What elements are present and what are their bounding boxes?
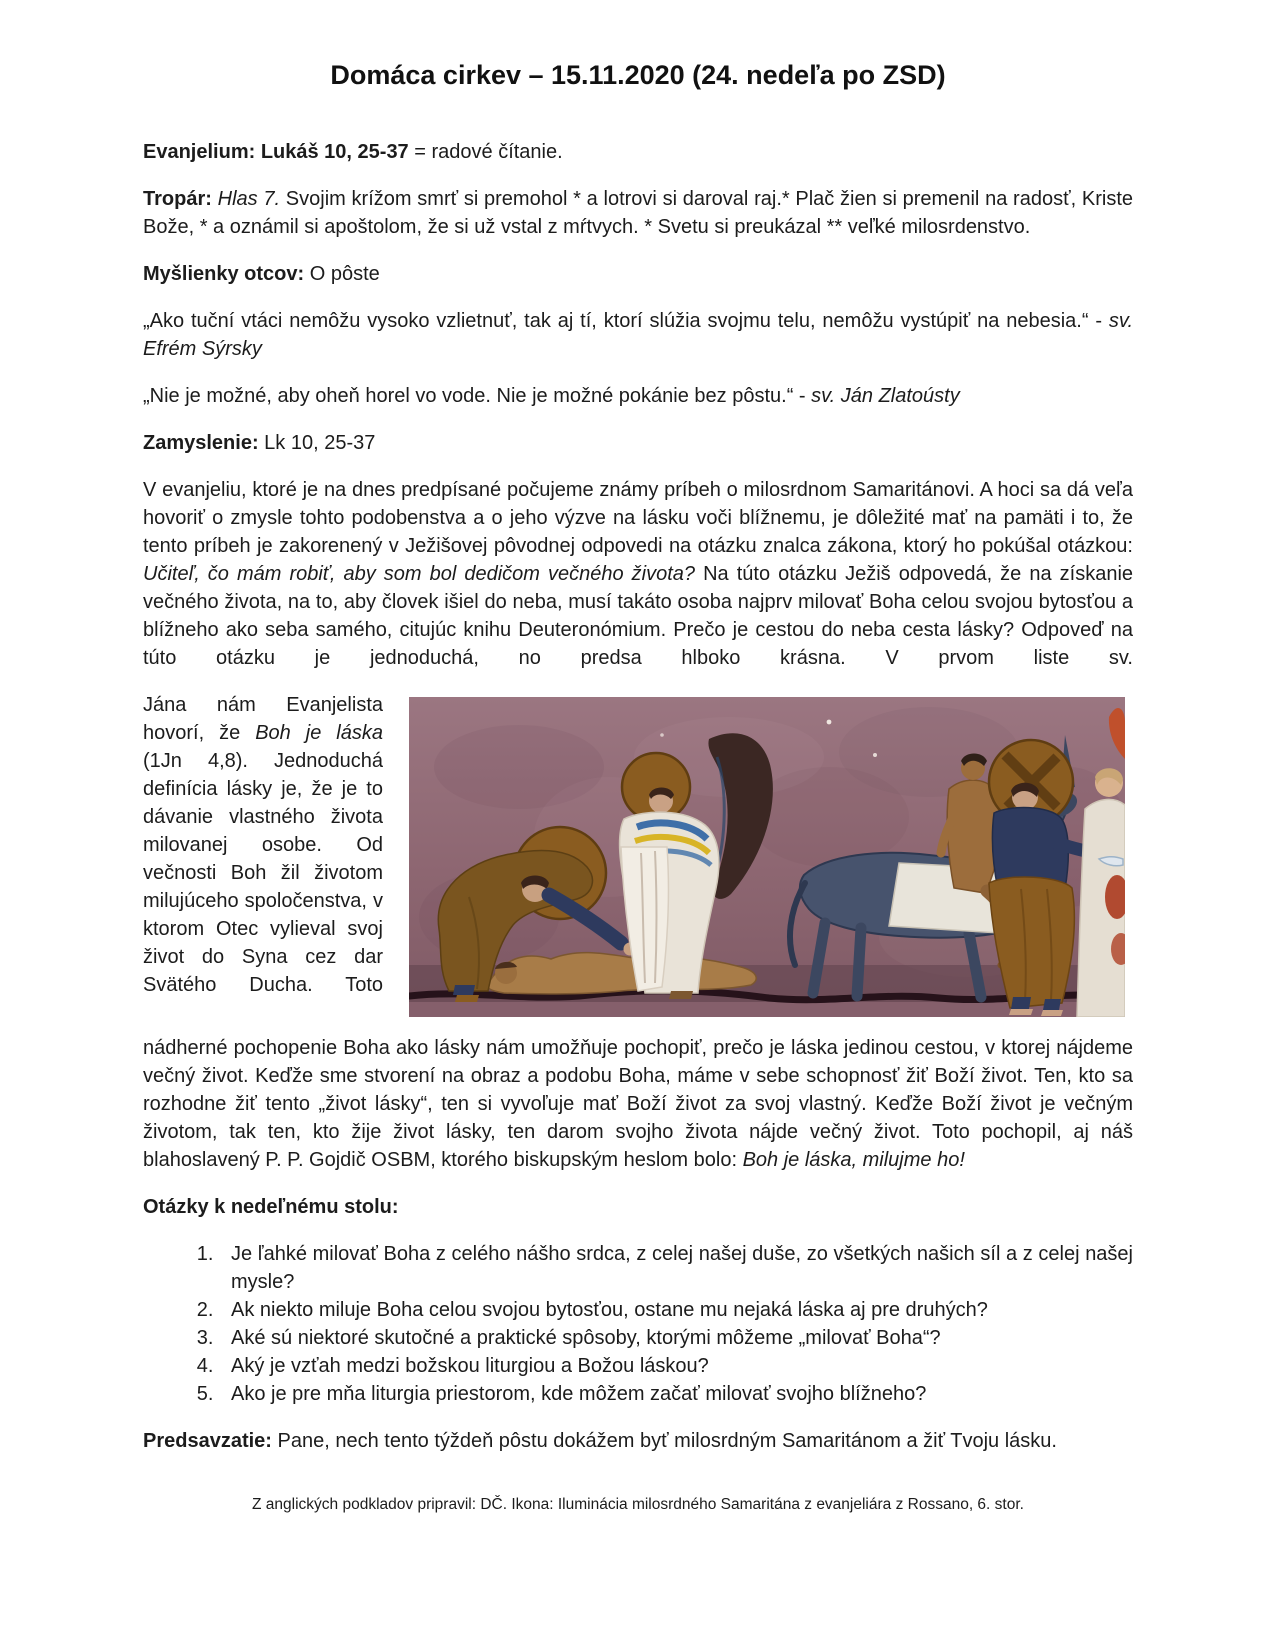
quote-chrysostom [143, 382, 1133, 410]
question-item-1: 1. Je ľahké milovať Boha z celého nášho srdca, z celej našej duše, zo všetkých našich síl a z celej našej mysle? [219, 1240, 1133, 1296]
reflection-paragraph-3 [143, 1034, 1133, 1174]
quote-ephrem [143, 307, 1133, 363]
questions-heading: Otázky k nedeľnému stolu: [143, 1196, 399, 1218]
page-title: Domáca cirkev – 15.11.2020 (24. nedeľa po ZSD) [330, 60, 946, 90]
troparion-text: Svojim krížom smrť si premohol * a lotrovi si daroval raj.* Plač žien si premenil na radosť, Kriste Bože, * a oznámil si apoštolom, že si už vstal z mŕtvych. * Svetu si preukázal ** veľké milosrdenstvo. [143, 188, 1133, 238]
quote-chrysostom-text: „Nie je možné, aby oheň horel vo vode. Nie je možné pokánie bez pôstu.“ - [143, 385, 812, 407]
reflection-p2-run3: (1Jn 4,8). Jednoduchá definícia lásky je, že je to dávanie vlastného života milovanej osobe. Od večnosti Boh žil životom milujúceho spoločenstva, v ktorom Otec vylieval svoj život do Syna cez dar Svätého Ducha. Toto [143, 750, 383, 996]
gospel-text: = radové čítanie. [408, 141, 563, 163]
reflection-p1-run1: V evanjeliu, ktoré je na dnes predpísané počujeme známy príbeh o milosrdnom Samaritánovi. A hoci sa dá veľa hovoriť o zmysle tohto podobenstva a o jeho výzve na lásku voči blížnemu, je dôležité mať na pamäti i to, že tento príbeh je zakorenený v Ježišovej pôvodnej odpovedi na otázku znalca zákona, ktorý ho pokúšal otázkou: [143, 479, 1133, 557]
reflection-p2-run1: Jána nám Evanjelista hovorí, že [143, 694, 383, 744]
reflection-reference: Lk 10, 25-37 [258, 432, 376, 454]
gospel-line [143, 138, 1133, 166]
good-samaritan-illumination [409, 697, 1125, 1017]
troparion-voice: Hlas 7. [211, 188, 281, 210]
reflection-p1-run3: Na túto otázku Ježiš odpovedá, že na získanie večného života, na to, aby človek išiel do neba, musí takáto osoba najprv milovať Boha celou svojou bytosťou a blížneho ako seba samého, citujúc knihu Deuteronómium. Prečo je cestou do neba cesta lásky? Odpoveď na túto otázku je jednoduchá, no predsa hlboko krásna. V prvom liste sv. [143, 563, 1134, 669]
fathers-topic: O pôste [304, 263, 380, 285]
resolution-text: Pane, nech tento týždeň pôstu dokážem byť milosrdným Samaritánom a žiť Tvoju lásku. [271, 1430, 1057, 1452]
reflection-p1-quote: Učiteľ, čo mám robiť, aby som bol dedičom večného života? [143, 563, 696, 585]
question-item-5: 5. Ako je pre mňa liturgia priestorom, kde môžem začať milovať svojho blížneho? [219, 1380, 1133, 1408]
gospel-label: Evanjelium: Lukáš 10, 25-37 [143, 141, 409, 163]
quote-ephrem-author: sv. Efrém Sýrsky [143, 310, 1133, 360]
reflection-paragraph-1 [143, 476, 1133, 672]
quote-chrysostom-author: sv. Ján Zlatoústy [811, 385, 960, 407]
fathers-label: Myšlienky otcov: [143, 263, 305, 285]
troparion-paragraph [143, 185, 1133, 241]
quote-ephrem-text: „Ako tuční vtáci nemôžu vysoko vzlietnuť, tak aj tí, ktorí slúžia svojmu telu, nemôžu vystúpiť na nebesia.“ - [143, 310, 1109, 332]
reflection-heading [143, 429, 1133, 457]
questions-list [143, 1240, 1133, 1408]
resolution-paragraph [143, 1427, 1133, 1455]
footer-credit: Z anglických podkladov pripravil: DČ. Ikona: Iluminácia milosrdného Samaritána z evanjeliára z Rossano, 6. stor. [252, 1496, 1024, 1513]
troparion-label: Tropár: [143, 188, 212, 210]
resolution-label: Predsavzatie: [143, 1430, 272, 1452]
reflection-paragraph-2 [143, 691, 383, 999]
question-item-4: 4. Aký je vzťah medzi božskou liturgiou a Božou láskou? [219, 1352, 1133, 1380]
fathers-heading [143, 260, 1133, 288]
reflection-label: Zamyslenie: [143, 432, 259, 454]
reflection-p2-motto: Boh je láska [255, 722, 383, 744]
text-image-row [143, 691, 1133, 1017]
question-item-2: 2. Ak niekto miluje Boha celou svojou bytosťou, ostane mu nejaká láska aj pre druhých? [219, 1296, 1133, 1324]
reflection-p3-run1: nádherné pochopenie Boha ako lásky nám umožňuje pochopiť, prečo je láska jedinou cestou, v ktorej nájdeme večný život. Keďže sme stvorení na obraz a podobu Boha, máme v sebe schopnosť žiť Boží život. Ten, kto sa rozhodne žiť tento „život lásky“, ten si vyvoľuje mať Boží život za svoj vlastný. Keďže Boží život je večným životom, tak ten, kto žije život lásky, ten darom svojho života nájde večný život. Toto pochopil, aj náš blahoslavený P. P. Gojdič OSBM, ktorého biskupským heslom bolo: [143, 1037, 1133, 1171]
question-item-3: 3. Aké sú niektoré skutočné a praktické spôsoby, ktorými môžeme „milovať Boha“? [219, 1324, 1133, 1352]
reflection-p3-motto: Boh je láska, milujme ho! [742, 1149, 965, 1171]
